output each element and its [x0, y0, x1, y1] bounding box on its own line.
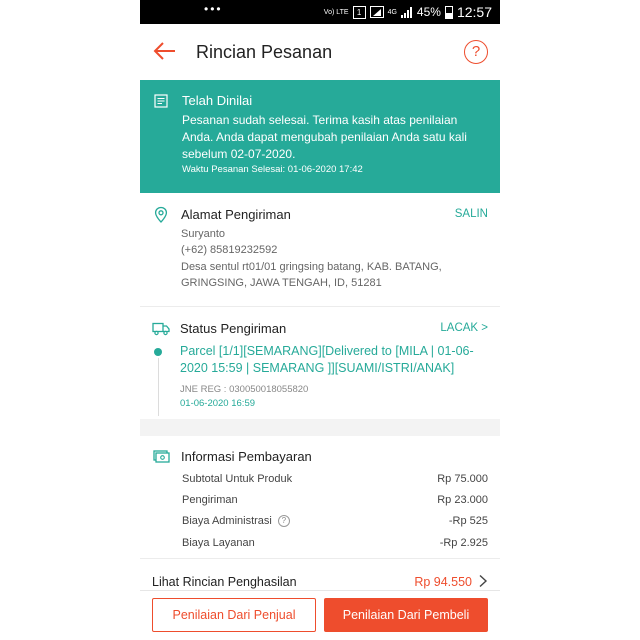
wifi-signal-icon: [370, 6, 384, 18]
service-fee-value: -Rp 2.925: [439, 537, 488, 549]
section-gap: [140, 419, 500, 436]
admin-fee-row: [182, 515, 290, 527]
admin-fee-help-icon[interactable]: ?: [278, 515, 290, 527]
status-dots: •••: [204, 2, 223, 16]
total-earnings-value: Rp 94.550: [414, 575, 472, 589]
recipient-name: Suryanto: [181, 228, 226, 240]
buyer-rating-button[interactable]: Penilaian Dari Pembeli: [324, 598, 488, 632]
page-title: Rincian Pesanan: [196, 42, 333, 62]
admin-fee-label: Biaya Administrasi: [182, 515, 272, 527]
network-type: 4G: [387, 8, 397, 16]
service-fee-label: Biaya Layanan: [182, 537, 255, 549]
payment-icon: [152, 447, 170, 465]
subtotal-value: Rp 75.000: [437, 473, 488, 485]
order-completion-time: Waktu Pesanan Selesai: 01-06-2020 17:42: [182, 164, 363, 175]
track-package-button[interactable]: LACAK >: [440, 322, 488, 334]
tracking-latest-status: Parcel [1/1][SEMARANG][Delivered to [MILA | 01-06-2020 15:59 | SEMARANG ]][SUAMI/ISTRI/ANAK]: [180, 344, 474, 375]
address-line-2: GRINGSING, JAWA TENGAH, ID, 51281: [181, 277, 382, 289]
help-icon[interactable]: ?: [464, 40, 488, 64]
view-earnings-details-link[interactable]: Lihat Rincian Penghasilan: [152, 575, 297, 589]
tracking-status-dot: [154, 348, 162, 356]
delivery-truck-icon: [152, 319, 170, 337]
sim-indicator: 1: [353, 6, 366, 19]
bottom-action-bar: [140, 590, 500, 640]
banner-title: Telah Dinilai: [182, 93, 253, 108]
seller-rating-button[interactable]: Penilaian Dari Penjual: [152, 598, 316, 632]
shipping-address-section: [140, 193, 500, 306]
battery-icon: [445, 6, 453, 19]
order-status-banner: [140, 80, 500, 193]
volte-indicator: Vo) LTE: [323, 8, 349, 16]
tracking-timeline: [158, 358, 159, 416]
tracking-number: JNE REG : 030050018055820: [180, 384, 309, 395]
battery-percent: 45%: [416, 5, 441, 19]
tracking-status-time: 01-06-2020 16:59: [180, 398, 256, 409]
status-bar: [140, 0, 500, 24]
cell-signal-icon: [401, 7, 413, 18]
subtotal-label: Subtotal Untuk Produk: [182, 473, 293, 485]
clock: 12:57: [456, 4, 492, 20]
admin-fee-value: -Rp 525: [448, 515, 488, 527]
location-pin-icon: [152, 206, 170, 224]
phone-screen: [140, 0, 500, 640]
shipping-status-title: Status Pengiriman: [180, 321, 287, 336]
section-divider: [140, 558, 500, 559]
chevron-right-icon[interactable]: [478, 574, 488, 588]
shipping-fee-value: Rp 23.000: [437, 494, 488, 506]
payment-info-section: [140, 436, 500, 558]
payment-info-title: Informasi Pembayaran: [181, 449, 312, 464]
receipt-icon: [154, 94, 168, 108]
address-line-1: Desa sentul rt01/01 gringsing batang, KAB. BATANG,: [181, 261, 442, 273]
address-title: Alamat Pengiriman: [181, 207, 291, 222]
app-header: [140, 24, 500, 80]
copy-address-button[interactable]: SALIN: [454, 208, 488, 220]
banner-message: Pesanan sudah selesai. Terima kasih atas penilaian Anda. Anda dapat mengubah penilaian Anda satu kali sebelum 02-07-2020.: [182, 113, 467, 161]
back-arrow-icon[interactable]: [152, 38, 178, 64]
shipping-fee-label: Pengiriman: [182, 494, 238, 506]
recipient-phone: (+62) 85819232592: [181, 244, 278, 256]
